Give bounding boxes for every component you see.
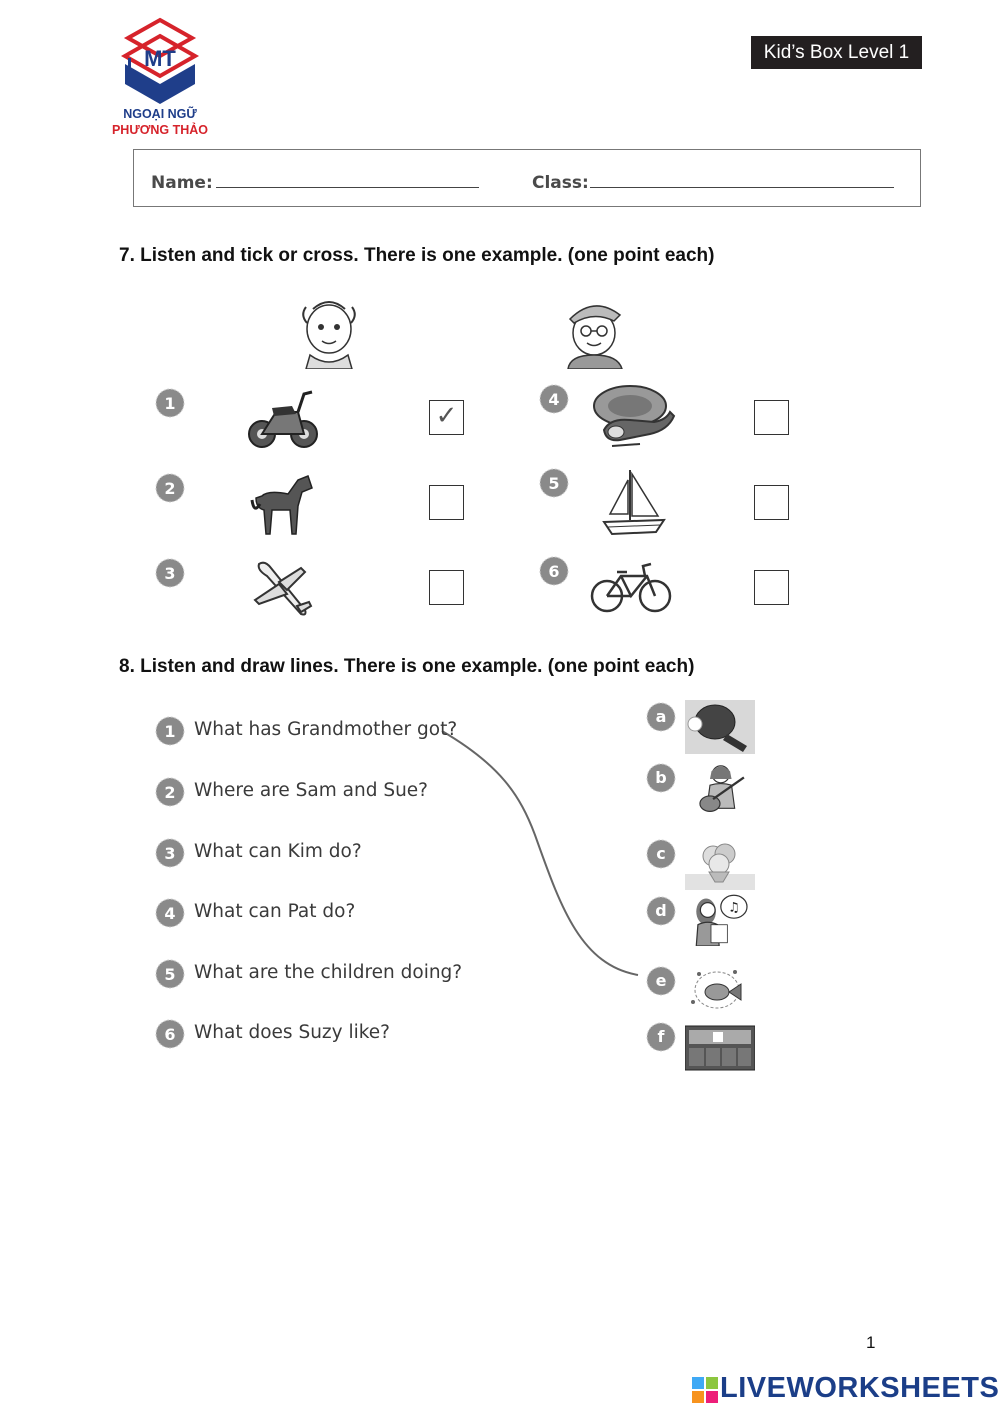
question-number-4 [155, 898, 185, 928]
question-number-1 [155, 716, 185, 746]
question-text-1: What has Grandmother got? [194, 719, 458, 740]
logo-letters: MT [144, 46, 176, 71]
name-label: Name: [151, 173, 213, 193]
liveworksheets-logo-icon [692, 1377, 718, 1403]
tick-box-4[interactable] [754, 400, 789, 435]
svg-text:4: 4 [548, 390, 560, 409]
level-label: Kid’s Box Level 1 [751, 36, 922, 69]
svg-text:c: c [656, 844, 666, 863]
fish-bowl-icon [685, 962, 755, 1016]
svg-text:d: d [655, 901, 667, 920]
section8-heading: 8. Listen and draw lines. There is one example. (one point each) [119, 656, 695, 677]
name-field[interactable] [216, 187, 479, 188]
svg-text:1: 1 [164, 722, 176, 741]
item-number-1 [155, 388, 185, 418]
logo-text-line1: NGOẠI NGỮ [123, 107, 197, 121]
answer-letter-d [646, 896, 676, 926]
helicopter-icon [590, 382, 676, 452]
item-number-4 [539, 384, 569, 414]
logo-text-line2: PHƯƠNG THẢO [111, 123, 209, 137]
plane-icon [249, 554, 313, 622]
tick-box-6[interactable] [754, 570, 789, 605]
svg-text:3: 3 [164, 844, 176, 863]
svg-text:5: 5 [548, 474, 560, 493]
svg-text:a: a [655, 707, 667, 726]
svg-text:2: 2 [164, 479, 176, 498]
woman-singing-icon [685, 892, 755, 946]
bicycle-icon [589, 558, 673, 614]
liveworksheets-brand[interactable]: LIVEWORKSHEETS [720, 1372, 1000, 1404]
answer-letter-c [646, 839, 676, 869]
class-label: Class: [532, 173, 589, 193]
question-number-3 [155, 838, 185, 868]
item-number-6 [539, 556, 569, 586]
class-field[interactable] [590, 187, 894, 188]
item-number-5 [539, 468, 569, 498]
question-text-3: What can Kim do? [194, 841, 362, 862]
svg-text:5: 5 [164, 965, 176, 984]
answer-letter-e [646, 966, 676, 996]
question-number-5 [155, 959, 185, 989]
ice-cream-icon [685, 836, 755, 890]
svg-text:♫: ♫ [728, 900, 740, 916]
svg-text:3: 3 [164, 564, 176, 583]
table-tennis-bat-icon [685, 700, 755, 754]
girl-face-icon [288, 293, 370, 369]
question-text-2: Where are Sam and Sue? [194, 780, 428, 801]
tick-box-2[interactable] [429, 485, 464, 520]
tick-box-5[interactable] [754, 485, 789, 520]
svg-text:6: 6 [164, 1025, 176, 1044]
item-number-3 [155, 558, 185, 588]
question-text-5: What are the children doing? [194, 962, 463, 983]
kitchen-icon [685, 1021, 755, 1075]
sailboat-icon [600, 466, 668, 540]
example-match-line [440, 725, 650, 985]
question-text-4: What can Pat do? [194, 901, 356, 922]
svg-text:1: 1 [164, 394, 176, 413]
motorbike-icon [246, 384, 322, 452]
question-number-2 [155, 777, 185, 807]
svg-text:6: 6 [548, 562, 560, 581]
tick-box-1[interactable]: ✓ [429, 400, 464, 435]
svg-text:2: 2 [164, 783, 176, 802]
section7-heading: 7. Listen and tick or cross. There is one example. (one point each) [119, 245, 715, 266]
question-number-6 [155, 1019, 185, 1049]
svg-text:f: f [657, 1027, 665, 1046]
girl-guitar-icon [685, 762, 755, 816]
horse-icon [250, 470, 316, 538]
answer-letter-a [646, 702, 676, 732]
student-info-box [133, 149, 921, 207]
item-number-2 [155, 473, 185, 503]
svg-text:b: b [655, 768, 667, 787]
question-text-6: What does Suzy like? [194, 1022, 390, 1043]
svg-text:e: e [655, 971, 667, 990]
page-number: 1 [866, 1333, 876, 1352]
tick-box-3[interactable] [429, 570, 464, 605]
answer-letter-b [646, 763, 676, 793]
svg-text:4: 4 [164, 904, 176, 923]
answer-letter-f [646, 1022, 676, 1052]
boy-face-icon [556, 293, 632, 369]
